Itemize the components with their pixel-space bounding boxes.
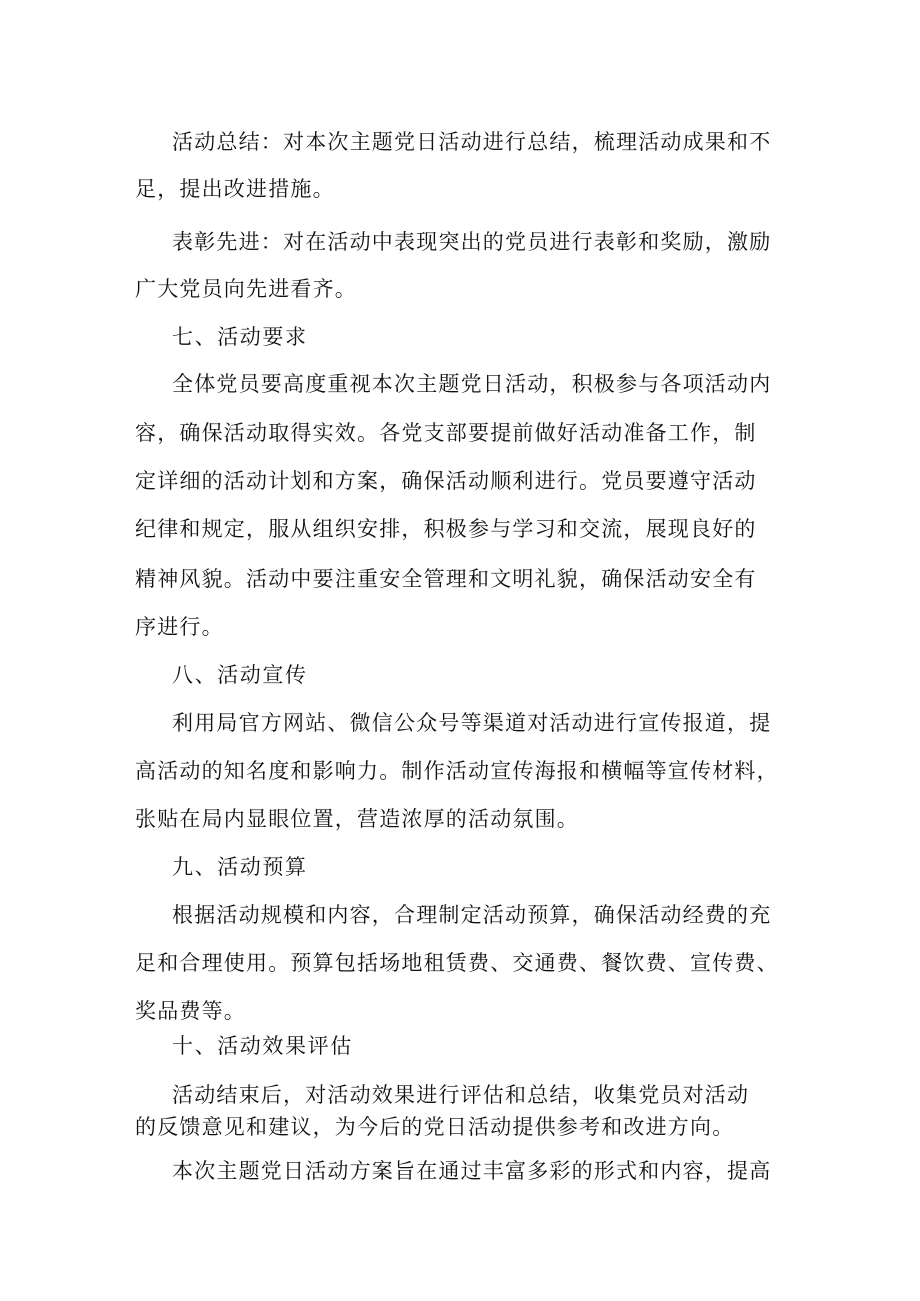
requirements-paragraph-line-2: 容，确保活动取得实效。各党支部要提前做好活动准备工作，制: [135, 421, 757, 445]
publicity-paragraph-line-2: 高活动的知名度和影响力。制作活动宣传海报和横幅等宣传材料，: [135, 759, 779, 783]
requirements-paragraph-line-6: 序进行。: [135, 615, 224, 639]
requirements-paragraph-line-3: 定详细的活动计划和方案，确保活动顺利进行。党员要遵守活动: [135, 469, 757, 493]
requirements-paragraph-line-4: 纪律和规定，服从组织安排，积极参与学习和交流，展现良好的: [135, 517, 757, 541]
section-heading-evaluation: 十、活动效果评估: [172, 1034, 353, 1058]
summary-paragraph-line-1: 活动总结：对本次主题党日活动进行总结，梳理活动成果和不: [172, 130, 772, 154]
evaluation-paragraph-line-1: 活动结束后，对活动效果进行评估和总结，收集党员对活动: [172, 1083, 750, 1107]
budget-paragraph-line-1: 根据活动规模和内容，合理制定活动预算，确保活动经费的充: [172, 903, 772, 927]
publicity-paragraph-line-1: 利用局官方网站、微信公众号等渠道对活动进行宣传报道，提: [172, 711, 772, 735]
commendation-paragraph-line-1: 表彰先进：对在活动中表现突出的党员进行表彰和奖励，激励: [172, 230, 772, 254]
requirements-paragraph-line-1: 全体党员要高度重视本次主题党日活动，积极参与各项活动内: [172, 372, 772, 396]
section-heading-publicity: 八、活动宣传: [172, 663, 308, 687]
section-heading-budget: 九、活动预算: [172, 855, 308, 879]
budget-paragraph-line-2: 足和合理使用。预算包括场地租赁费、交通费、餐饮费、宣传费、: [135, 951, 779, 975]
publicity-paragraph-line-3: 张贴在局内显眼位置，营造浓厚的活动氛围。: [135, 807, 579, 831]
closing-paragraph-line-1: 本次主题党日活动方案旨在通过丰富多彩的形式和内容，提高: [172, 1159, 772, 1183]
commendation-paragraph-line-2: 广大党员向先进看齐。: [135, 277, 357, 301]
requirements-paragraph-line-5: 精神风貌。活动中要注重安全管理和文明礼貌，确保活动安全有: [135, 567, 757, 591]
section-heading-requirements: 七、活动要求: [172, 325, 308, 349]
summary-paragraph-line-2: 足，提出改进措施。: [135, 177, 335, 201]
evaluation-paragraph-line-2: 的反馈意见和建议，为今后的党日活动提供参考和改进方向。: [135, 1115, 735, 1139]
budget-paragraph-line-3: 奖品费等。: [135, 999, 246, 1023]
